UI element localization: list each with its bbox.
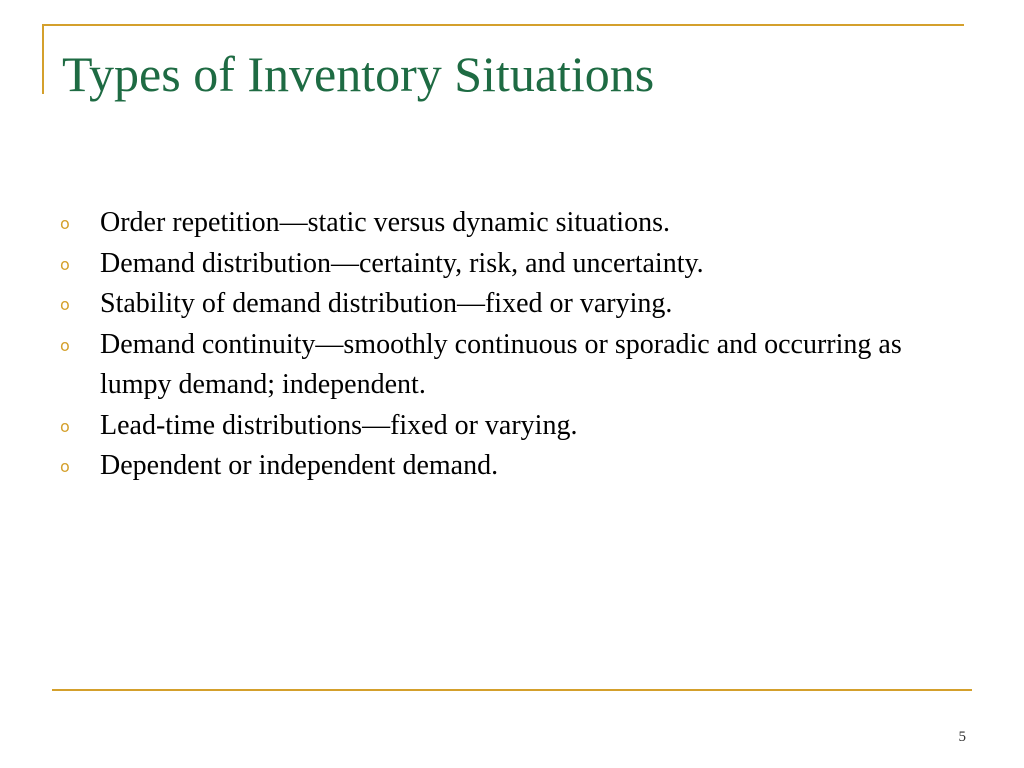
bullet-item <box>60 203 940 244</box>
bullet-circle-icon: o <box>60 335 70 355</box>
footer-divider <box>52 689 972 691</box>
bullet-circle-icon: o <box>60 457 70 476</box>
bullet-circle-icon: o <box>60 214 70 233</box>
bullet-item <box>60 325 940 406</box>
bullet-text: Order repetition—static versus dynamic situations. <box>100 207 670 238</box>
bullet-text: Demand continuity—smoothly continuous or sporadic and occurring as lumpy demand; independent. <box>100 328 902 400</box>
bullet-circle-icon: o <box>60 416 70 436</box>
left-border-line <box>42 24 44 94</box>
bullet-text: Demand distribution—certainty, risk, and uncertainty. <box>100 247 704 279</box>
slide-title: Types of Inventory Situations <box>62 46 655 102</box>
bullet-item <box>60 244 940 285</box>
bullet-item <box>60 284 940 325</box>
bullet-text: Lead-time distributions—fixed or varying. <box>100 409 578 441</box>
page-number: 5 <box>958 729 966 745</box>
top-border-line <box>42 24 964 26</box>
bullet-circle-icon: o <box>60 254 70 274</box>
bullet-circle-icon: o <box>60 295 70 314</box>
bullet-text: Stability of demand distribution—fixed or varying. <box>100 288 673 319</box>
bullet-item <box>60 406 940 447</box>
bullet-list <box>60 203 940 487</box>
bullet-item <box>60 446 940 487</box>
bullet-text: Dependent or independent demand. <box>100 450 499 481</box>
